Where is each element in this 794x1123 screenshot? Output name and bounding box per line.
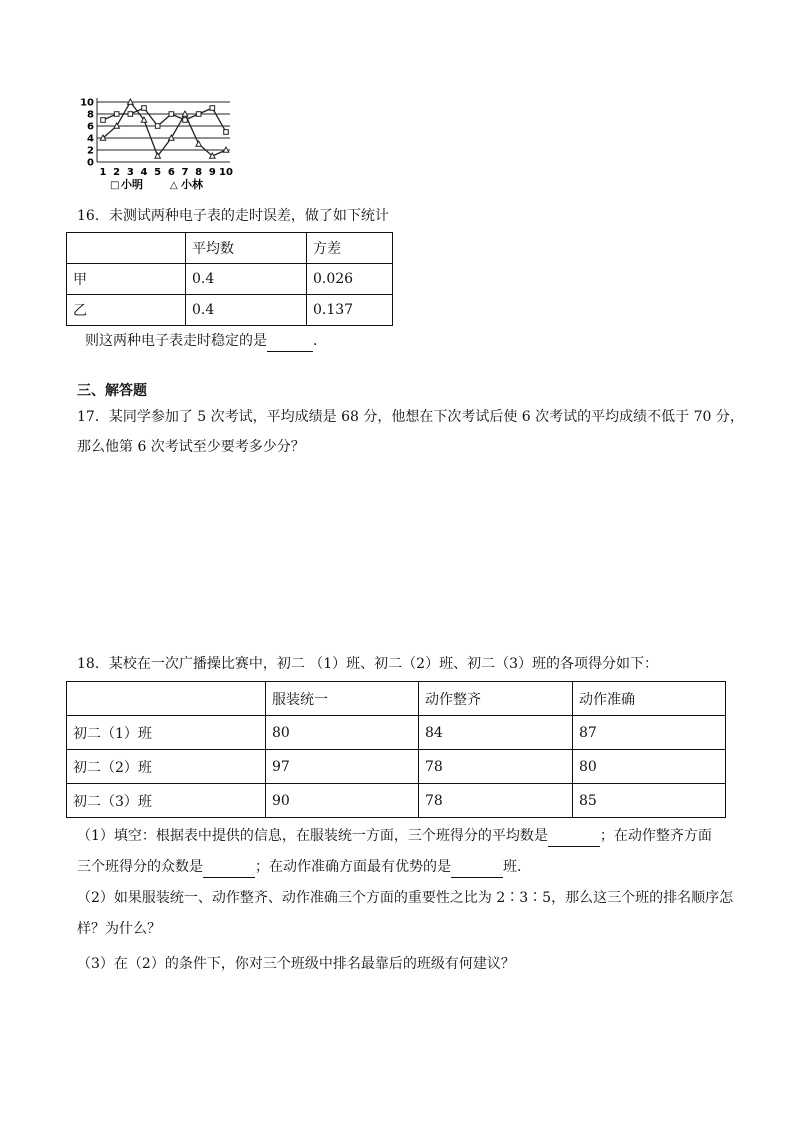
table-row	[67, 233, 393, 264]
table-cell: 85	[573, 784, 726, 818]
x-tick-label: 8	[195, 167, 203, 178]
data-point	[210, 106, 215, 111]
section-title: 三、解答题	[77, 383, 147, 399]
table-header-cell: 方差	[307, 233, 393, 264]
question-16-table	[66, 232, 393, 326]
x-tick-label: 6	[167, 167, 175, 178]
data-point	[142, 106, 147, 111]
x-tick-label: 5	[154, 167, 162, 178]
table-row	[67, 784, 726, 818]
y-tick-label: 2	[87, 145, 94, 157]
question-17-line-2: 那么他第 6 次考试至少要考多少分？	[77, 439, 305, 455]
data-point	[128, 99, 134, 104]
table-cell: 初二（2）班	[67, 750, 266, 784]
legend-symbol: △	[170, 180, 178, 191]
question-16-tail-text: 则这两种电子表走时稳定的是	[85, 333, 267, 349]
series-line	[103, 108, 226, 132]
x-tick-label: 9	[208, 167, 216, 178]
table-cell: 0.026	[307, 264, 393, 295]
x-tick-label: 2	[113, 167, 121, 178]
table-header-cell: 动作准确	[573, 682, 726, 716]
table-header-cell: 动作整齐	[419, 682, 573, 716]
legend-symbol: □	[110, 180, 120, 191]
table-cell: 0.4	[186, 295, 307, 326]
y-tick-label: 8	[87, 109, 94, 121]
data-point	[196, 141, 202, 146]
x-tick-label: 1	[99, 167, 107, 178]
table-cell: 0.4	[186, 264, 307, 295]
y-tick-label: 6	[87, 121, 94, 133]
table-row	[67, 264, 393, 295]
answer-blank	[267, 331, 313, 352]
data-point	[101, 118, 106, 123]
question-16-tail-end: ．	[313, 333, 327, 349]
table-cell: 78	[419, 750, 573, 784]
table-row	[67, 682, 726, 716]
question-18-part-1-line-1	[77, 826, 712, 847]
table-header-cell: 服装统一	[266, 682, 419, 716]
data-point	[196, 112, 201, 117]
table-cell: 87	[573, 716, 726, 750]
answer-blank	[451, 857, 503, 878]
y-tick-label: 0	[87, 157, 94, 169]
table-cell: 甲	[67, 264, 186, 295]
table-cell: 初二（1）班	[67, 716, 266, 750]
table-cell: 80	[266, 716, 419, 750]
data-point	[155, 124, 160, 129]
part-1-text: ；在动作准确方面最有优势的是	[255, 859, 451, 875]
data-point	[224, 130, 229, 135]
data-point	[182, 111, 188, 116]
question-18-part-3: （3）在（2）的条件下，你对三个班级中排名最靠后的班级有何建议？	[77, 956, 515, 972]
x-tick-label: 7	[181, 167, 189, 178]
table-row	[67, 716, 726, 750]
table-cell: 80	[573, 750, 726, 784]
question-18-table	[66, 681, 726, 818]
x-tick-label: 10	[219, 167, 233, 178]
legend-label: 小林	[181, 178, 203, 191]
y-tick-label: 10	[80, 97, 94, 109]
part-1-text: 班．	[503, 859, 531, 875]
table-row	[67, 295, 393, 326]
question-17-line-1: 17．某同学参加了 5 次考试，平均成绩是 68 分，他想在下次考试后使 6 次考试的平均成绩不低于 70 分，	[77, 409, 744, 425]
question-18-stem: 18．某校在一次广播操比赛中，初二 （1）班、初二（2）班、初二（3）班的各项得分如下：	[77, 656, 658, 672]
part-1-text: ；在动作整齐方面	[599, 828, 712, 844]
data-point	[128, 112, 133, 117]
part-1-text: 三个班得分的众数是	[77, 859, 203, 875]
part-1-text: （1）填空：根据表中提供的信息，在服装统一方面，三个班得分的平均数是	[77, 828, 548, 844]
answer-blank	[548, 826, 600, 847]
table-header-cell: 平均数	[186, 233, 307, 264]
table-cell: 97	[266, 750, 419, 784]
line-chart	[80, 92, 240, 192]
table-header-cell	[67, 233, 186, 264]
question-18-part-2-line-1: （2）如果服装统一、动作整齐、动作准确三个方面的重要性之比为 2∶3∶5，那么这三个班的排名顺序怎	[77, 890, 734, 906]
table-cell: 90	[266, 784, 419, 818]
data-point	[223, 147, 229, 152]
data-point	[114, 112, 119, 117]
table-cell: 78	[419, 784, 573, 818]
y-tick-label: 4	[87, 133, 94, 145]
question-18-part-2-line-2: 样？为什么？	[77, 921, 161, 937]
question-16-tail	[85, 331, 327, 352]
table-cell: 0.137	[307, 295, 393, 326]
answer-blank	[203, 857, 255, 878]
data-point	[169, 112, 174, 117]
legend-label: 小明	[121, 178, 143, 191]
table-cell: 乙	[67, 295, 186, 326]
table-cell: 初二（3）班	[67, 784, 266, 818]
x-tick-label: 3	[126, 167, 134, 178]
x-tick-label: 4	[140, 167, 148, 178]
table-header-cell	[67, 682, 266, 716]
table-row	[67, 750, 726, 784]
table-cell: 84	[419, 716, 573, 750]
question-16-stem: 16．未测试两种电子表的走时误差，做了如下统计	[77, 208, 389, 224]
question-18-part-1-line-2	[77, 857, 531, 878]
